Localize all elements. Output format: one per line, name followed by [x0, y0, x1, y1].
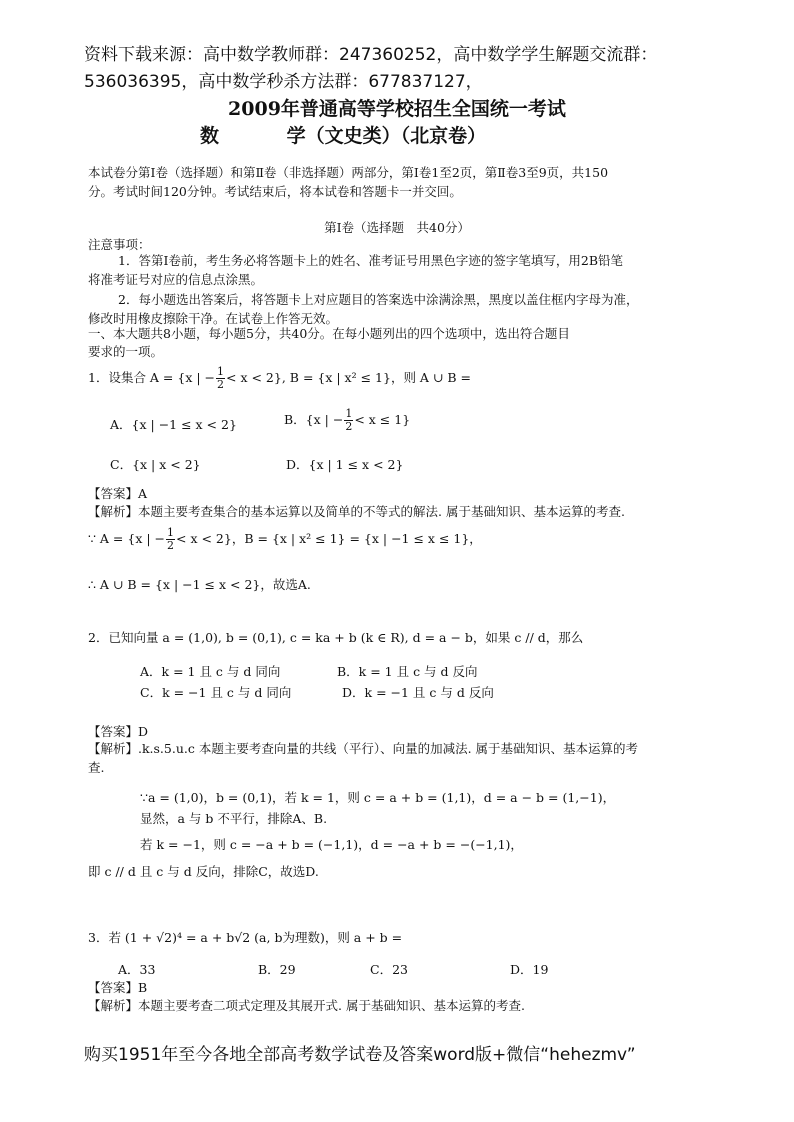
q1-because-frac-den: 2: [167, 539, 175, 552]
q1-because-a: ∵ A = {x | −: [88, 531, 166, 546]
q3-analysis: 【解析】本题主要考查二项式定理及其展开式. 属于基础知识、基本运算的考查.: [88, 998, 525, 1013]
q3-stem: 3．若 (1 + √2)⁴ = a + b√2 (a, b为理数)，则 a + b =: [88, 930, 403, 945]
q2-analysis-a: 【解析】.k.s.5.u.c 本题主要考查向量的共线（平行）、向量的加减法. 属于基础知识、基本运算的考: [88, 741, 639, 756]
q2-option-a: A．k = 1 且 c 与 d 同向: [140, 664, 281, 679]
q2-step-2: 显然，a 与 b 不平行，排除A、B.: [140, 811, 328, 826]
q1-because-fraction: [166, 527, 175, 552]
note-1a: 1．答第Ⅰ卷前，考生务必将答题卡上的姓名、准考证号用黑色字迹的签字笔填写，用2B铅笔: [118, 253, 624, 268]
source-line-1: 资料下载来源：高中数学教师群：247360252，高中数学学生解题交流群：: [84, 45, 658, 65]
q1-frac-den: 2: [217, 378, 225, 391]
q1-frac-num: 1: [217, 365, 225, 378]
q1-option-d: D．{x | 1 ≤ x < 2}: [286, 457, 404, 472]
q1-optB-fraction: [344, 408, 353, 433]
q1-stem-b: < x < 2}, B = {x | x² ≤ 1}，则 A ∪ B =: [226, 370, 471, 385]
q3-option-a: A．33: [118, 962, 156, 977]
q3-option-c: C．23: [370, 962, 408, 977]
section-heading: 第Ⅰ卷（选择题 共40分）: [324, 220, 470, 235]
note-1b: 将准考证号对应的信息点涂黑。: [88, 272, 264, 287]
q1-because-frac-num: 1: [167, 526, 175, 539]
purchase-footer: 购买1951年至今各地全部高考数学试卷及答案word版+微信“hehezmv”: [84, 1045, 636, 1065]
q3-option-d: D．19: [510, 962, 549, 977]
q2-answer: 【答案】D: [88, 724, 149, 739]
note-2b: 修改时用橡皮擦除干净。在试卷上作答无效。: [88, 311, 339, 326]
q2-stem: 2．已知向量 a = (1,0), b = (0,1), c = ka + b (k ∈ R), d = a − b，如果 c // d，那么: [88, 630, 584, 645]
part1-line-a: 一、本大题共8小题，每小题5分，共40分。在每小题列出的四个选项中，选出符合题目: [88, 326, 570, 341]
q2-option-c: C．k = −1 且 c 与 d 同向: [140, 685, 292, 700]
note-2a: 2．每小题选出答案后，将答题卡上对应题目的答案选中涂满涂黑，黑度以盖住框内字母为准，: [118, 292, 639, 307]
q1-stem: [88, 366, 708, 391]
q2-option-b: B．k = 1 且 c 与 d 反向: [337, 664, 478, 679]
q1-optB-a: B．{x | −: [284, 412, 344, 427]
q1-optB-frac-den: 2: [345, 420, 353, 433]
intro-line-1: 本试卷分第Ⅰ卷（选择题）和第Ⅱ卷（非选择题）两部分，第Ⅰ卷1至2页，第Ⅱ卷3至9页，共150: [88, 165, 609, 180]
q1-optB-frac-num: 1: [345, 407, 353, 420]
q1-therefore: ∴ A ∪ B = {x | −1 ≤ x < 2}，故选A.: [88, 577, 311, 592]
q1-option-b: [284, 408, 410, 433]
exam-title: 2009年普通高等学校招生全国统一考试: [228, 98, 566, 120]
q1-because: [88, 527, 708, 552]
subtitle-part-a: 数: [200, 125, 220, 147]
q1-optB-b: < x ≤ 1}: [354, 412, 411, 427]
q1-fraction: [216, 366, 225, 391]
source-line-2: 536036395，高中数学秒杀方法群：677837127，: [84, 72, 483, 92]
subtitle-part-b: 学（文史类）（北京卷）: [286, 125, 487, 147]
notes-label: 注意事项：: [88, 237, 151, 252]
q1-analysis: 【解析】本题主要考查集合的基本运算以及简单的不等式的解法. 属于基础知识、基本运算的考查.: [88, 504, 625, 519]
q1-because-b: < x < 2}，B = {x | x² ≤ 1} = {x | −1 ≤ x ≤ 1}，: [176, 531, 482, 546]
source-header: [84, 42, 744, 96]
q3-option-b: B．29: [258, 962, 296, 977]
q2-step-1: ∵a = (1,0)，b = (0,1)，若 k = 1，则 c = a + b = (1,1)，d = a − b = (1,−1)，: [140, 790, 616, 805]
q1-answer: 【答案】A: [88, 486, 148, 501]
intro-line-2: 分。考试时间120分钟。考试结束后，将本试卷和答题卡一并交回。: [88, 184, 462, 199]
q1-stem-a: 1．设集合 A = {x | −: [88, 370, 216, 385]
q2-step-4: 即 c // d 且 c 与 d 反向，排除C，故选D.: [88, 864, 319, 879]
q2-analysis-b: 查.: [88, 760, 105, 775]
q1-option-a: A．{x | −1 ≤ x < 2}: [110, 417, 237, 432]
q2-option-d: D．k = −1 且 c 与 d 反向: [342, 685, 494, 700]
q2-step-3: 若 k = −1，则 c = −a + b = (−1,1)，d = −a + b = −(−1,1)，: [140, 837, 523, 852]
part1-line-b: 要求的一项。: [88, 344, 164, 359]
exam-subtitle: [200, 121, 640, 148]
q1-option-c: C．{x | x < 2}: [110, 457, 201, 472]
q3-answer: 【答案】B: [88, 980, 148, 995]
